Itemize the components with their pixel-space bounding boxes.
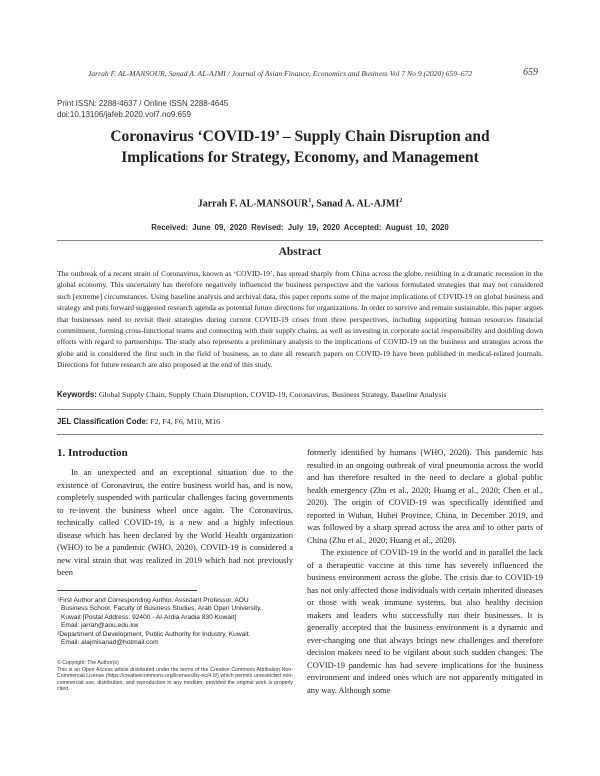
footnotes	[57, 597, 293, 647]
author-line	[60, 198, 540, 209]
abstract-text: The outbreak of a recent strain of Coronavirus, known as ‘COVID-19’, has spread sharply from China across the globe, resulting in a dramatic recession in the global economy. This uncertainty has therefore negatively influenced the business perspective and the various formulated strategies that may not considered such [extreme] circumstances. Using baseline analysis and archival data, this paper reports some of the major implications of COVID-19 on global business and strategy and puts forward suggested research agenda as potential future directions for organizations. In order to survive and remain sustainable, this paper argues that businesses need to revisit their strategies during current COVID-19 crises from three perspectives, including supporting human resources financial commitment, forming cross-functional teams and connecting with their supply chains, as well as investing in corporate social responsibility and doubling down efforts with regard to partnerships. The study also represents a preliminary analysis to the implications of COVID-19 on the business and strategies across the globe and is considered the first such in the field of business, as to date all research papers on COVID-19 have been published in medical-related journals. Directions for future research are also proposed at the end of this study.	[57, 269, 543, 370]
divider-jel	[57, 434, 543, 435]
jel-classification	[57, 417, 543, 426]
divider-top	[57, 240, 543, 241]
intro-right-column	[307, 446, 543, 696]
footnote-1-line-3: Kuwait [Postal Address: 92400 - Al-Ardia Aradia 830 Kuwait]	[61, 613, 237, 621]
author-1: Jarrah F. AL-MANSOUR	[197, 198, 309, 210]
footnote-2-line-1: ²Department of Development, Public Authority for Industry, Kuwait.	[57, 630, 251, 638]
issn-block	[57, 98, 228, 120]
doi-line: doi:10.13106/jafeb.2020.vol7.no9.659	[57, 110, 191, 119]
submission-dates: Received: June 09, 2020 Revised: July 19, 2020 Accepted: August 10, 2020	[151, 223, 449, 232]
footnote-1-line-2: Business School, Faculty of Business Studies, Arab Open University,	[61, 605, 262, 613]
footnote-1	[57, 597, 293, 631]
footnote-1-line-1: ¹First Author and Corresponding Author. Assistant Professor, AOU	[57, 597, 249, 604]
issn-line: Print ISSN: 2288-4637 / Online ISSN 2288-4645	[57, 99, 229, 108]
jel-label: JEL Classification Code:	[57, 417, 149, 426]
copyright-line: © Copyright: The Author(s)	[57, 660, 119, 666]
keywords-text: Global Supply Chain, Supply Chain Disruption, COVID-19, Coronavirus, Business Strategy, Baseline Analysis	[96, 390, 447, 399]
title-line-2: Implications for Strategy, Economy, and Management	[121, 149, 479, 166]
footnote-2-email: Email: alajmisanad@hotmail.com	[61, 639, 159, 647]
author-separator: ,	[311, 198, 317, 210]
jel-text: F2, F4, F6, M10, M16	[148, 417, 220, 426]
page-number: 659	[523, 67, 538, 78]
title-line-1: Coronavirus ‘COVID-19’ – Supply Chain Disruption and	[110, 128, 490, 145]
copyright-notice	[57, 660, 293, 693]
author-2-affiliation: 2	[399, 198, 403, 204]
footnote-2	[57, 631, 293, 648]
divider-keywords	[57, 409, 543, 410]
section-heading-introduction: 1. Introduction	[57, 447, 128, 459]
keywords-label: Keywords:	[57, 390, 97, 399]
keywords	[57, 390, 543, 399]
footnote-divider	[57, 590, 197, 591]
intro-left-paragraph: In an unexpected and an exceptional situation due to the existence of Coronavirus, the entire business world has, and is now, completely suspended with particular challenges facing governments to re-invent the business wheel once again. The Coronavirus, technically called COVID-19, is a new and a highly infectious disease which has been declared by the World Health organization (WHO) to be a pandemic (WHO, 2020). COVID-19 is considered a new viral strain that was realized in 2019 which had not previously been	[57, 467, 293, 577]
running-header: Jarrah F. AL-MANSOUR, Sanad A. AL-AJMI / Journal of Asian Finance, Economics and Business Vol 7 No 9 (2020) 659–672	[88, 69, 473, 78]
author-1-affiliation: 1	[308, 198, 312, 204]
license-text: This is an Open Access article distributed under the terms of the Creative Commons Attribution Non-Commercial License (https://creativecommons.org/licenses/by-nc/4.0/) which permits unrestricted non-commercial use, distribution, and reproduction in any medium, provided the original work is properly cited.	[57, 666, 293, 692]
paper-title	[60, 126, 540, 168]
intro-right-paragraph-2: The existence of COVID-19 in the world and in parallel the lack of a therapeutic vaccine at this time has severely influenced the business environment across the globe. The crisis due to COVID-19 has not only affected those individuals with certain inherited diseases or those with weak immune systems, but also healthy decision makers and leaders who successfully run their businesses. It is generally accepted that the business environment is a dynamic and ever-changing one that always brings new challenges and therefore decision makers need to be vigilant about such sudden changes. The COVID-19 pandemic has had severe implications for the business environment and indeed ones which are not apparently mitigated in any way. Although some	[307, 547, 543, 695]
abstract-heading: Abstract	[278, 246, 322, 258]
intro-right-paragraph-1: formerly identified by humans (WHO, 2020). This pandemic has resulted in an ongoing outbreak of viral pneumonia across the world and has therefore resulted in the need to declare a global public health emergency (Zhu et al., 2020; Huang et al., 2020; Chen et al., 2020). The origin of COVID-19 was specifically identified and reported in Wuhan, Hubei Province, China, in December 2019, and was followed by a sharp spread across the area and to other parts of China (Zhu et al., 2020; Huang et al., 2020).	[307, 447, 543, 545]
footnote-1-email: Email: jarrah@aou.edu.kw	[61, 622, 139, 630]
author-2: Sanad A. AL-AJMI	[316, 198, 400, 210]
